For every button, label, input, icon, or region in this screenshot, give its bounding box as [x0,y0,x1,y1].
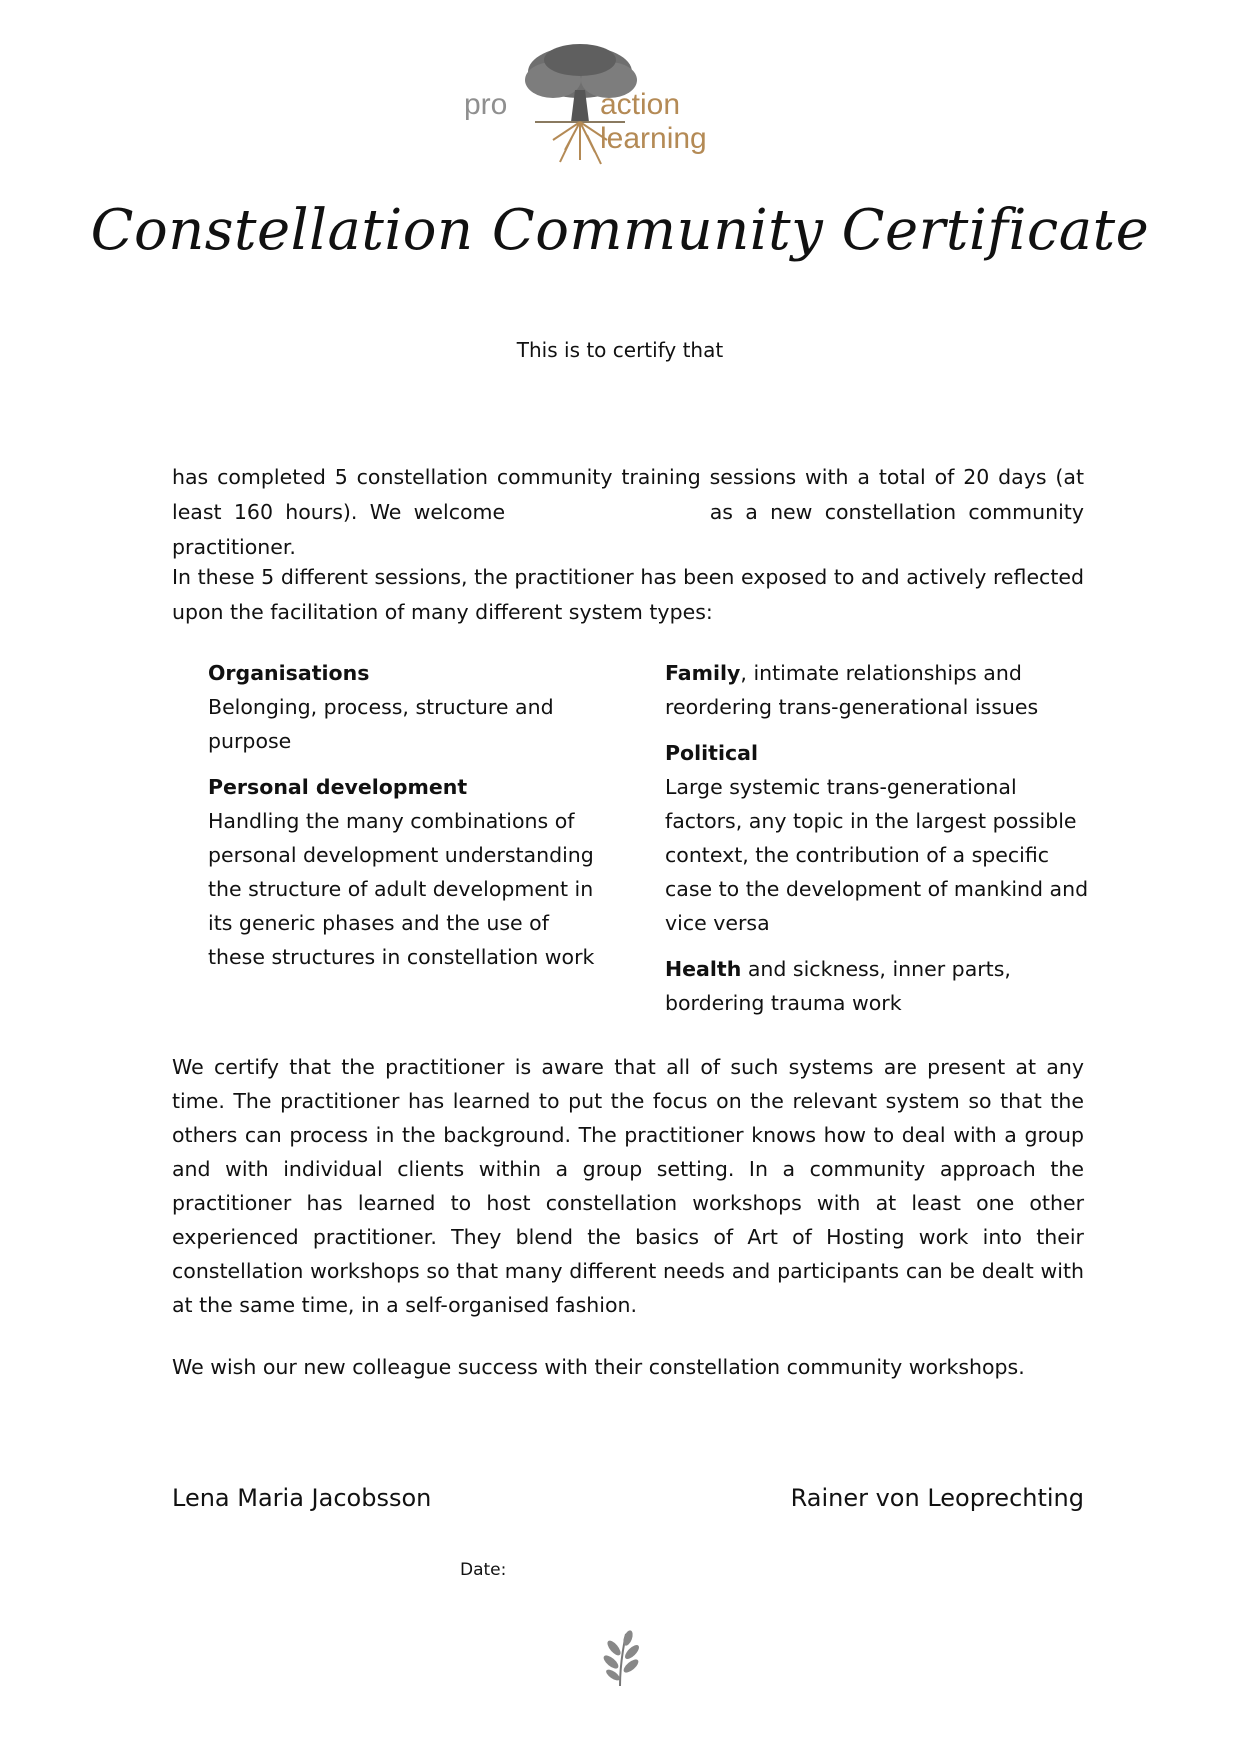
system-type-text: Large systemic trans-generational factors, any topic in the largest possible context, the contribution of a specific case to the development of mankind and vice versa [665,775,1089,935]
system-type-personal-development [208,770,598,974]
system-type-heading: Health [665,957,742,981]
logo-pro-text: pro [464,88,508,121]
system-type-heading: Organisations [208,661,370,685]
certificate-title: Constellation Community Certificate [90,198,1150,263]
system-type-heading: Political [665,741,759,765]
logo [450,40,790,175]
system-type-text: , intimate relationships and reordering trans-generational issues [665,661,1039,719]
system-type-family [665,656,1095,724]
system-types-right-column [665,656,1095,1032]
certify-line: This is to certify that [516,338,724,362]
date-label: Date: [460,1560,507,1580]
completion-text-part1: has completed 5 constellation community training sessions with a total of 20 days (at least 160 hours). We welcome [172,465,1084,524]
completion-paragraph [172,460,1084,565]
system-type-political [665,736,1095,940]
system-type-heading: Family [665,661,741,685]
signature-right: Rainer von Leoprechting [790,1484,1084,1512]
signature-left: Lena Maria Jacobsson [172,1484,432,1512]
logo-action-learning-text: action learning [600,88,707,155]
closing-paragraph: We wish our new colleague success with their constellation community workshops. [172,1355,1025,1379]
sessions-paragraph: In these 5 different sessions, the practitioner has been exposed to and actively reflected upon the facilitation of many different system types: [172,565,1084,624]
system-type-heading: Personal development [208,775,468,799]
leaf-icon [598,1628,642,1688]
completion-text-part2: as a new constellation community practitioner. [172,500,1084,559]
system-type-text: Belonging, process, structure and purpose [208,695,554,753]
system-type-organisations [208,656,598,758]
system-type-health [665,952,1095,1020]
certification-paragraph: We certify that the practitioner is aware that all of such systems are present at any time. The practitioner has learned to put the focus on the relevant system so that the others can process in the background. The practitioner knows how to deal with a group and with individual clients within a group setting. In a community approach the practitioner has learned to host constellation workshops with at least one other experienced practitioner. They blend the basics of Art of Hosting work into their constellation workshops so that many different needs and participants can be dealt with at the same time, in a self-organised fashion. [172,1055,1084,1317]
system-type-text: and sickness, inner parts, bordering trauma work [665,957,1011,1015]
system-type-text: Handling the many combinations of personal development understanding the structure of adult development in its generic phases and the use of these structures in constellation work [208,809,595,969]
system-types-left-column [208,656,598,986]
